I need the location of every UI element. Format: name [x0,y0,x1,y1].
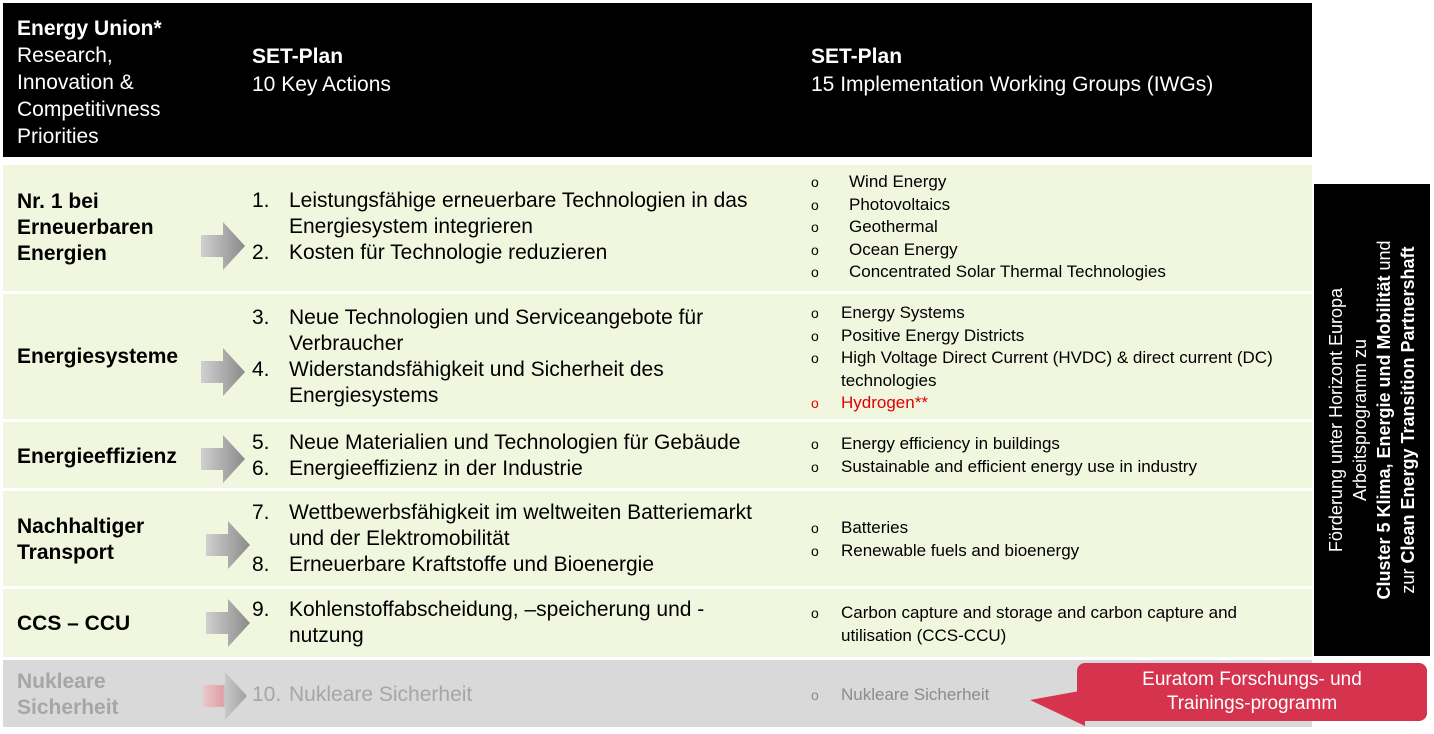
cluster-5-label: Cluster 5 Klima, Energie und Mobilität [1374,275,1394,600]
key-action-number: 9. [252,598,270,621]
header-iwgs [811,43,1213,99]
iwg-text: Ocean Energy [849,239,958,259]
bullet: o [811,605,819,621]
key-action-text: Neue Technologien und Serviceangebote für Verbraucher [289,306,704,355]
iwg-text: Hydrogen** [841,393,928,412]
key-action-item [252,305,782,357]
key-action-text: Erneuerbare Kraftstoffe und Bioenergie [289,553,655,576]
row-label-line: CCS – CCU [17,612,131,635]
key-action-text: Kohlenstoffabscheidung, –speicherung und -nutzung [289,598,705,647]
row-label-line: Sicherheit [17,696,119,719]
arrow-icon [206,599,250,647]
bullet: o [811,687,819,703]
arrow-icon [203,672,247,720]
iwg-text: Geothermal [849,217,938,236]
euratom-callout [1077,663,1427,721]
bullet: o [811,395,819,411]
iwg-item [811,517,1281,540]
iwg-item [811,171,1291,194]
key-actions [252,682,772,708]
header-line: Competitivness [17,98,161,121]
row-label-line: Energieeffizienz [17,445,177,468]
header-line: Priorities [17,125,99,148]
row-label [17,669,119,721]
row-label [17,344,178,370]
row-label-line: Erneuerbaren [17,216,154,239]
header-energy-union [17,15,162,150]
header-key-actions-sub: 10 Key Actions [252,73,391,96]
iwg-list [811,433,1281,478]
key-action-text: Leistungsfähige erneuerbare Technologien in das Energiesystem integrieren [289,189,748,238]
key-action-item [252,188,782,240]
key-action-number: 3. [252,306,270,329]
iwg-text: Energy efficiency in buildings [841,434,1060,453]
iwg-item [811,347,1281,392]
header-key-actions [252,43,391,99]
iwg-list [811,171,1291,284]
row-label-line: Nr. 1 bei [17,190,99,213]
row-label [17,514,144,566]
row-energy-efficiency [3,422,1312,488]
bullet: o [811,241,819,258]
iwg-item [811,433,1281,456]
euratom-callout-text [1142,668,1362,716]
key-actions [252,188,782,266]
bullet: o [811,542,819,559]
bullet: o [811,458,819,475]
iwg-text: Energy Systems [841,303,965,322]
bullet: o [811,436,819,452]
header-iwgs-title: SET-Plan [811,45,903,68]
iwg-item [811,540,1281,563]
iwg-text: High Voltage Direct Current (HVDC) & direct current (DC) technologies [841,348,1273,390]
iwg-item [811,602,1281,647]
iwg-list [811,302,1281,415]
row-label-line: Energiesysteme [17,345,179,368]
iwg-text: Photovoltaics [849,194,951,214]
iwg-item [811,325,1281,348]
bullet: o [811,196,819,213]
iwg-list [811,602,1281,647]
iwg-text: Batteries [841,518,909,537]
key-action-number: 4. [252,358,270,381]
header-line: Research, [17,44,113,67]
header-line: Innovation & [17,71,134,94]
key-action-text: Wettbewerbsfähigkeit im weltweiten Batteriemarkt und der Elektromobilität [289,501,752,550]
funding-text-part: zur [1398,563,1418,594]
partnership-label: Clean Energy Transition Partnershaft [1398,246,1418,564]
key-action-number: 7. [252,501,270,524]
arrow-icon [201,348,245,396]
iwg-item [811,302,1281,325]
row-label-line: Nukleare [17,670,106,693]
row-label [17,189,154,267]
key-action-item [252,357,782,409]
iwg-text: Renewable fuels and bioenergy [841,540,1080,560]
funding-line: Arbeitsprogramm zu [1350,338,1370,502]
bullet: o [811,520,819,536]
key-action-number: 2. [252,241,270,264]
key-action-text: Energieeffizienz in der Industrie [289,457,583,480]
iwg-text: Nukleare Sicherheit [841,685,990,704]
key-action-number: 6. [252,457,270,480]
bullet: o [811,174,819,190]
bullet: o [811,350,819,366]
row-sustainable-transport [3,491,1312,586]
key-action-number: 1. [252,189,270,212]
key-action-item [252,500,792,552]
iwg-list [811,517,1281,562]
row-label [17,444,177,470]
iwg-item [811,216,1291,239]
header-key-actions-title: SET-Plan [252,45,344,68]
key-action-item [252,240,782,266]
row-label-line: Nachhaltiger [17,515,145,538]
iwg-item-hydrogen [811,392,1281,415]
row-energy-systems [3,294,1312,419]
key-action-item [252,597,772,649]
bullet: o [811,327,819,344]
arrow-icon [201,435,245,483]
key-action-number: 8. [252,553,270,576]
row-renewables [3,165,1312,291]
key-actions [252,305,782,409]
row-label [17,611,130,637]
key-action-number: 5. [252,431,270,454]
funding-text-part: und [1374,240,1394,276]
key-action-number: 10. [252,683,282,706]
iwg-text: Wind Energy [849,172,947,191]
row-label-line: Transport [17,541,114,564]
iwg-text: Positive Energy Districts [841,325,1025,345]
funding-line [1372,190,1396,650]
arrow-icon [201,222,245,270]
key-action-item [252,552,792,578]
row-label-line: Energien [17,242,107,265]
arrow-icon [206,521,250,569]
key-action-text: Widerstandsfähigkeit und Sicherheit des Energiesystems [289,358,664,407]
iwg-item [811,239,1291,262]
key-action-text: Nukleare Sicherheit [289,683,473,706]
funding-line [1396,190,1420,650]
key-action-text: Neue Materialien und Technologien für Gebäude [289,431,741,454]
iwg-text: Sustainable and efficient energy use in industry [841,456,1197,476]
header-iwgs-sub: 15 Implementation Working Groups (IWGs) [811,73,1214,96]
funding-line: Förderung unter Horizont Europa [1326,287,1346,553]
funding-text [1324,190,1420,650]
horizon-europe-funding-box [1314,184,1430,656]
table-header [3,3,1312,157]
iwg-text: Concentrated Solar Thermal Technologies [849,262,1166,281]
bullet: o [811,305,819,321]
bullet: o [811,219,819,235]
key-action-item [252,682,772,708]
key-action-text: Kosten für Technologie reduzieren [289,241,608,264]
key-actions [252,597,772,649]
key-actions [252,500,792,578]
callout-line: Trainings-programm [1166,693,1338,714]
iwg-text: Carbon capture and storage and carbon capture and utilisation (CCS-CCU) [841,603,1237,645]
key-action-item [252,456,792,482]
callout-line: Euratom Forschungs- und [1142,669,1362,690]
bullet: o [811,264,819,280]
key-action-item [252,430,792,456]
header-energy-union-title: Energy Union* [17,17,162,40]
iwg-item [811,261,1291,284]
key-actions [252,430,792,482]
iwg-item [811,194,1291,217]
row-ccs-ccu [3,589,1312,657]
iwg-item [811,456,1281,479]
